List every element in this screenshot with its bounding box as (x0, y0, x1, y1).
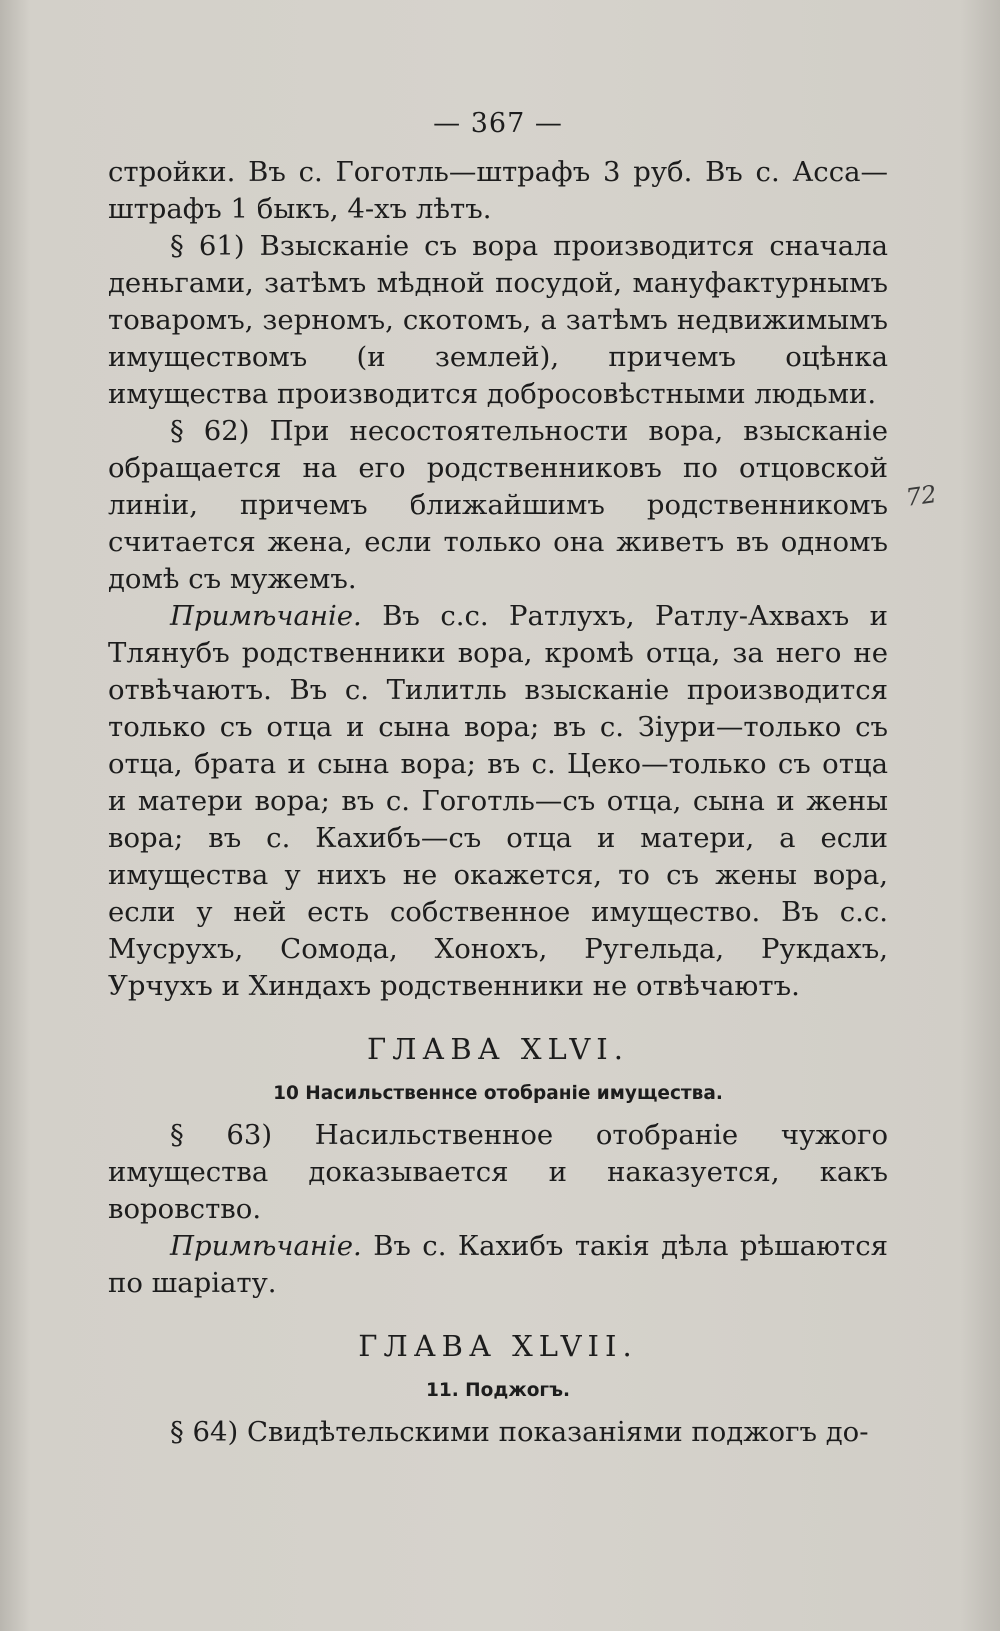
paragraph-64: § 64) Свидѣтельскими показаніями поджогъ до- (170, 1416, 869, 1448)
note-63 (108, 1228, 888, 1302)
note-62 (108, 598, 888, 1005)
page-number: — 367 — (433, 108, 563, 139)
paragraph-62: § 62) При несостоятельности вора, взысканіе обращается на его родственниковъ по отцовской линіи, причемъ ближайшимъ родственникомъ считается жена, если только она живетъ въ одномъ домѣ съ мужемъ. (108, 415, 888, 595)
note-text: Въ с.с. Ратлухъ, Ратлу-Ахвахъ и Тлянубъ родственники вора, кромѣ отца, за него не отвѣчаютъ. Въ с. Тилитль взысканіе производится только съ отца и сына вора; въ с. Зіури—только съ отца, брата и сына вора; въ с. Цеко—только съ отца и матери вора; въ с. Гоготль—съ отца, сына и жены вора; въ с. Кахибъ—съ отца и матери, а если имущества у нихъ не окажется, то съ жены вора, если у ней есть собственное имущество. Въ с.с. Мусрухъ, Сомода, Хонохъ, Ругельда, Рукдахъ, Урчухъ и Хиндахъ родственники не отвѣчаютъ. (108, 600, 888, 1002)
handwritten-margin-note: 72 (904, 480, 939, 512)
section-title-10: 10 Насильственнсе отобраніе имущества. (273, 1083, 723, 1104)
text-block (108, 100, 888, 1451)
chapter-heading-46: ГЛАВА XLVI. (367, 1032, 629, 1066)
paragraph-61: § 61) Взысканіе съ вора производится сначала деньгами, затѣмъ мѣдной посудой, мануфактурнымъ товаромъ, зерномъ, скотомъ, а затѣмъ недвижимымъ имуществомъ (и землей), причемъ оцѣнка имущества производится добросовѣстными людьми. (108, 230, 888, 410)
paragraph-63: § 63) Насильственное отобраніе чужого имущества доказывается и наказуется, какъ воровство. (108, 1119, 888, 1225)
paragraph-continuation: стройки. Въ с. Гоготль—штрафъ 3 руб. Въ с. Асса—штрафъ 1 быкъ, 4-хъ лѣтъ. (108, 156, 888, 225)
note-label: Примѣчаніе. (170, 1230, 362, 1262)
note-text: Въ с. Кахибъ такія дѣла рѣшаются по шаріату. (108, 1230, 888, 1299)
section-title-11: 11. Поджогъ. (425, 1380, 571, 1401)
note-label: Примѣчаніе. (170, 600, 362, 632)
chapter-heading-47: ГЛАВА XLVII. (358, 1329, 638, 1363)
